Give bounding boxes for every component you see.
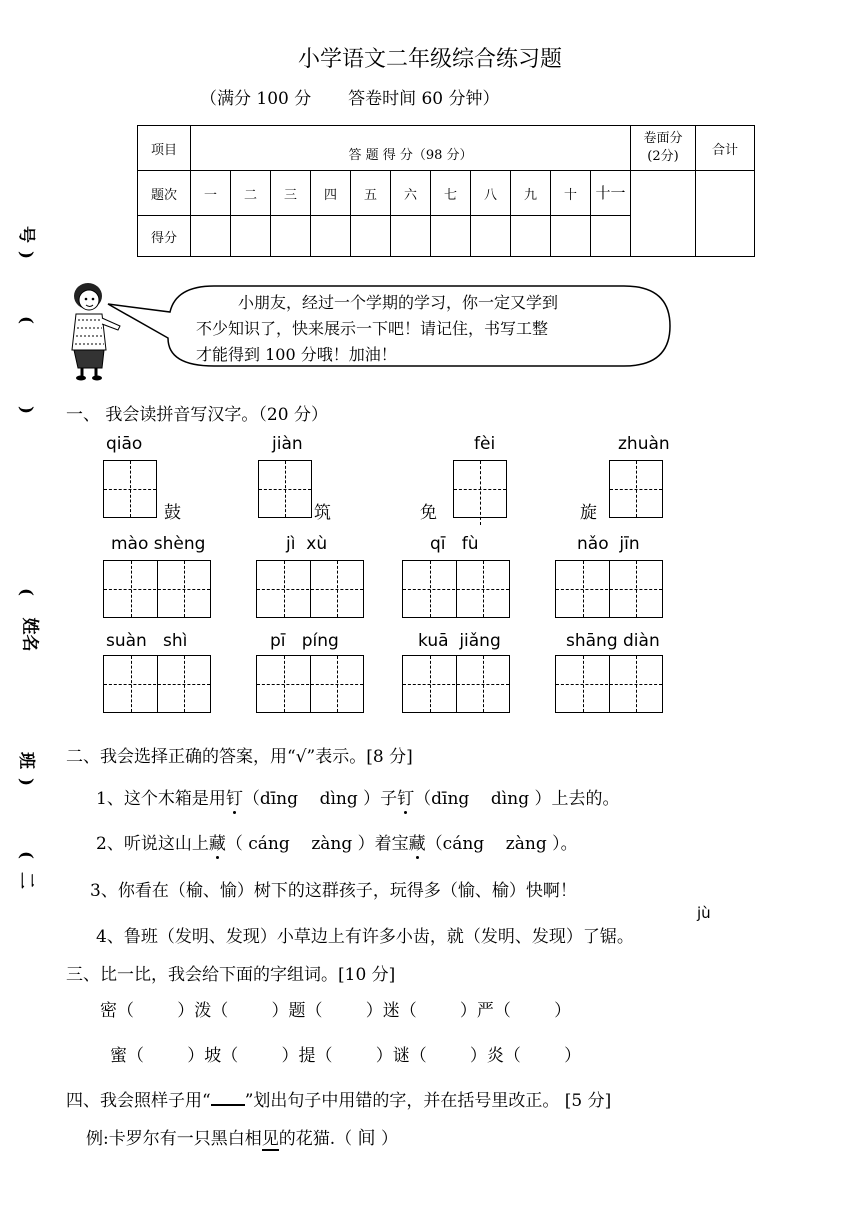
- writing-box-pair[interactable]: [256, 560, 364, 618]
- pinyin-ju: jù: [697, 904, 711, 922]
- student-number-label: 号: [16, 226, 36, 243]
- name-label: 姓名: [19, 617, 40, 652]
- row-label-item: 项目: [138, 126, 191, 171]
- pinyin-label: kuā jiǎng: [418, 631, 501, 651]
- pinyin-label: fèi: [474, 434, 496, 454]
- total-cell[interactable]: [696, 171, 755, 257]
- paren-open: (: [16, 850, 37, 860]
- hint-char: 免: [420, 503, 437, 523]
- section-4-title: 四、我会照样子用“ ”划出句子中用错的字，并在括号里改正。 [5 分]: [66, 1091, 612, 1111]
- score-cell[interactable]: [471, 216, 511, 257]
- paren-close: ): [16, 777, 37, 787]
- section-2-title: 二、我会选择正确的答案，用“√”表示。[8 分]: [66, 747, 413, 767]
- question-number: 三: [271, 171, 311, 216]
- question-number: 二: [231, 171, 271, 216]
- word-pairs-row-2: 蜜（ ）坡（ ）提（ ）谜（ ）炎（ ）: [110, 1046, 582, 1066]
- writing-box[interactable]: [609, 460, 663, 518]
- score-cell[interactable]: [511, 216, 551, 257]
- example-sentence: 例:卡罗尔有一只黑白相见的花猫.（ 间 ）: [86, 1128, 398, 1149]
- paren-close: ): [16, 405, 37, 415]
- writing-box-pair[interactable]: [256, 655, 364, 713]
- pinyin-label: pī píng: [270, 631, 339, 651]
- score-cell[interactable]: [431, 216, 471, 257]
- question-number: 一: [191, 171, 231, 216]
- grade-label: 二: [16, 872, 36, 889]
- score-cell[interactable]: [271, 216, 311, 257]
- page-title: 小学语文二年级综合练习题: [297, 47, 562, 72]
- paren-close: ): [16, 250, 37, 260]
- pinyin-label: mào shèng: [111, 534, 206, 554]
- question-number: 八: [471, 171, 511, 216]
- pinyin-label: shāng diàn: [566, 631, 660, 651]
- writing-box-pair[interactable]: [402, 560, 510, 618]
- score-cell[interactable]: [551, 216, 591, 257]
- neatness-points: (2分): [647, 149, 679, 164]
- pinyin-label: suàn shì: [106, 631, 188, 651]
- question-number: 五: [351, 171, 391, 216]
- neatness-cell[interactable]: [631, 171, 696, 257]
- binding-margin: [14, 0, 44, 900]
- writing-box-pair[interactable]: [103, 560, 211, 618]
- question-number: 六: [391, 171, 431, 216]
- writing-box[interactable]: [453, 460, 507, 518]
- writing-box-pair[interactable]: [555, 655, 663, 713]
- bubble-text: [196, 290, 646, 368]
- score-cell[interactable]: [591, 216, 631, 257]
- hint-char: 旋: [580, 503, 597, 523]
- section-3-title: 三、比一比，我会给下面的字组词。[10 分]: [66, 965, 396, 985]
- writing-box[interactable]: [103, 460, 157, 518]
- writing-box-pair[interactable]: [555, 560, 663, 618]
- score-cell[interactable]: [311, 216, 351, 257]
- row-label-score: 得分: [138, 216, 191, 257]
- score-table: [137, 125, 755, 257]
- bubble-line: 不少知识了，快来展示一下吧！请记住，书写工整: [196, 319, 549, 338]
- section-1-title: 一、 我会读拼音写汉字。（20 分）: [66, 405, 328, 425]
- word-pairs-row-1: 密（ ）泼（ ）题（ ）迷（ ）严（ ）: [100, 1001, 572, 1021]
- neatness-header: [631, 126, 696, 171]
- question-number: 十: [551, 171, 591, 216]
- writing-box-pair[interactable]: [103, 655, 211, 713]
- writing-box-pair[interactable]: [402, 655, 510, 713]
- score-cell[interactable]: [351, 216, 391, 257]
- question-number: 九: [511, 171, 551, 216]
- writing-box[interactable]: [258, 460, 312, 518]
- class-label: 班: [16, 752, 36, 769]
- pinyin-label: qiāo: [106, 434, 143, 454]
- question-2-4: 4、鲁班（发明、发现）小草边上有许多小齿，就（发明、发现）了锯。: [96, 927, 634, 947]
- answer-score-header: 答 题 得 分（98 分）: [191, 126, 631, 171]
- neatness-label: 卷面分: [643, 131, 683, 146]
- pinyin-label: jì xù: [286, 534, 328, 554]
- question-number: 四: [311, 171, 351, 216]
- bubble-line: 才能得到 100 分哦！加油！: [196, 345, 397, 364]
- paren-open: (: [16, 315, 37, 325]
- full-score: （满分 100 分: [200, 89, 312, 109]
- hint-char: 鼓: [164, 503, 181, 523]
- question-number: 七: [431, 171, 471, 216]
- score-cell[interactable]: [391, 216, 431, 257]
- question-2-2: 2、听说这山上藏（ cáng zàng ）着宝藏（cáng zàng ）。: [96, 834, 578, 854]
- pinyin-label: nǎo jīn: [577, 534, 640, 554]
- pinyin-label: jiàn: [272, 434, 303, 454]
- pinyin-label: zhuàn: [618, 434, 670, 454]
- question-2-3: 3、你看在（榆、愉）树下的这群孩子，玩得多（愉、榆）快啊！: [90, 881, 577, 901]
- question-2-1: 1、这个木箱是用钉（dīng dìng ）子钉（dīng dìng ）上去的。: [96, 789, 620, 809]
- bubble-line: 小朋友，经过一个学期的学习，你一定又学到: [238, 293, 559, 312]
- pinyin-label: qī fù: [430, 534, 479, 554]
- total-header: 合计: [696, 126, 755, 171]
- question-number: 十一: [591, 171, 631, 216]
- hint-char: 筑: [314, 503, 331, 523]
- score-cell[interactable]: [231, 216, 271, 257]
- row-label-number: 题次: [138, 171, 191, 216]
- score-cell[interactable]: [191, 216, 231, 257]
- subtitle: [200, 84, 500, 109]
- paren-open: (: [16, 587, 37, 597]
- exam-time: 答卷时间 60 分钟）: [348, 89, 500, 109]
